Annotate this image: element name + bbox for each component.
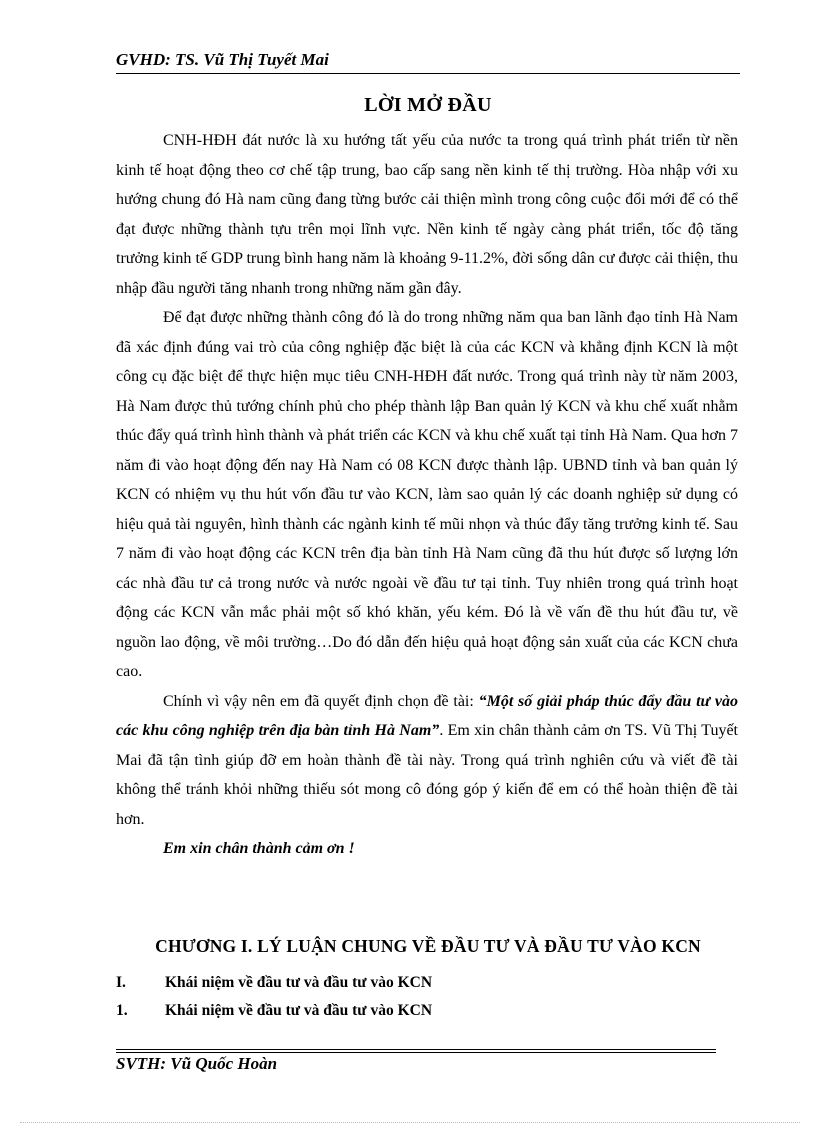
page-footer: SVTH: Vũ Quốc Hoàn [116, 1054, 278, 1073]
paragraph-context: Để đạt được những thành công đó là do trong những năm qua ban lãnh đạo tỉnh Hà Nam đã xác định đúng vai trò của công nghiệp đặc biệt là của các KCN và khẳng định KCN là một công cụ đặc biệt để thực hiện mục tiêu CNH-HĐH đất nước. Trong quá trình này từ năm 2003, Hà Nam được thủ tướng chính phủ cho phép thành lập Ban quản lý KCN và khu chế xuất nhằm thúc đẩy quá trình hình thành và phát triển các KCN và khu chế xuất tại tỉnh Hà Nam. Qua hơn 7 năm đi vào hoạt động đến nay Hà Nam có 08 KCN được thành lập. UBND tỉnh và ban quản lý KCN có nhiệm vụ thu hút vốn đầu tư vào KCN, làm sao quản lý các doanh nghiệp sử dụng có hiệu quả tài nguyên, hình thành các ngành kinh tế mũi nhọn và thúc đẩy tăng trưởng kinh tế. Sau 7 năm đi vào hoạt động các KCN trên địa bàn tỉnh Hà Nam cũng đã thu hút được số lượng lớn các nhà đầu tư cả trong nước và nước ngoài về đầu tư tại tỉnh. Tuy nhiên trong quá trình hoạt động các KCN vẫn mắc phải một số khó khăn, yếu kém. Đó là về vấn đề thu hút đầu tư, về nguồn lao động, về môi trường…Do đó dẫn đến hiệu quả hoạt động sản xuất của các KCN chưa cao. [116, 309, 738, 680]
document-body [116, 126, 738, 864]
paragraph-topic-end: . Em xin chân thành cảm ơn TS. Vũ Thị Tuyết Mai đã tận tình giúp đỡ em hoàn thành đề tài này. Trong quá trình nghiên cứu và viết đề tài không thể tránh khỏi những thiếu sót mong cô đóng góp ý kiến để em có thể hoàn thiện đề tài hơn. [116, 722, 738, 828]
page-title: LỜI MỞ ĐẦU [364, 94, 492, 116]
topic-title: “Một số giải pháp thúc đẩy đầu tư vào các khu công nghiệp trên địa bàn tỉnh Hà Nam” [116, 692, 738, 739]
subsection-title: Khái niệm về đầu tư và đầu tư vào KCN [165, 1002, 433, 1019]
footer-rule [116, 1052, 716, 1053]
subsection-number: 1. [116, 1002, 128, 1019]
thanks-line: Em xin chân thành cảm ơn ! [163, 840, 355, 857]
paragraph-intro: CNH-HĐH đát nước là xu hướng tất yếu của nước ta trong quá trình phát triển từ nền kinh tế hoạt động theo cơ chế tập trung, bao cấp sang nền kinh tế thị trường. Hòa nhập với xu hướng chung đó Hà nam cũng đang từng bước cải thiện mình trong công cuộc đổi mới để có thể đạt được những thành tựu trên mọi lĩnh vực. Nền kinh tế ngày càng phát triển, tốc độ tăng trưởng kinh tế GDP trung bình hang năm là khoảng 9-11.2%, đời sống dân cư được cải thiện, thu nhập đầu người tăng nhanh trong những năm gần đây. [116, 132, 738, 297]
section-heading [116, 974, 716, 992]
section-title: Khái niệm về đầu tư và đầu tư vào KCN [165, 974, 433, 991]
page-header: GVHD: TS. Vũ Thị Tuyết Mai [116, 50, 740, 74]
chapter-heading: CHƯƠNG I. LÝ LUẬN CHUNG VỀ ĐẦU TƯ VÀ ĐẦU TƯ VÀO KCN [155, 936, 701, 956]
footer-rule [116, 1049, 716, 1050]
section-number: I. [116, 974, 126, 991]
subsection-heading [116, 1002, 716, 1020]
paragraph-topic [116, 687, 738, 835]
paragraph-topic-start: Chính vì vậy nên em đã quyết định chọn đề tài: [163, 692, 479, 710]
